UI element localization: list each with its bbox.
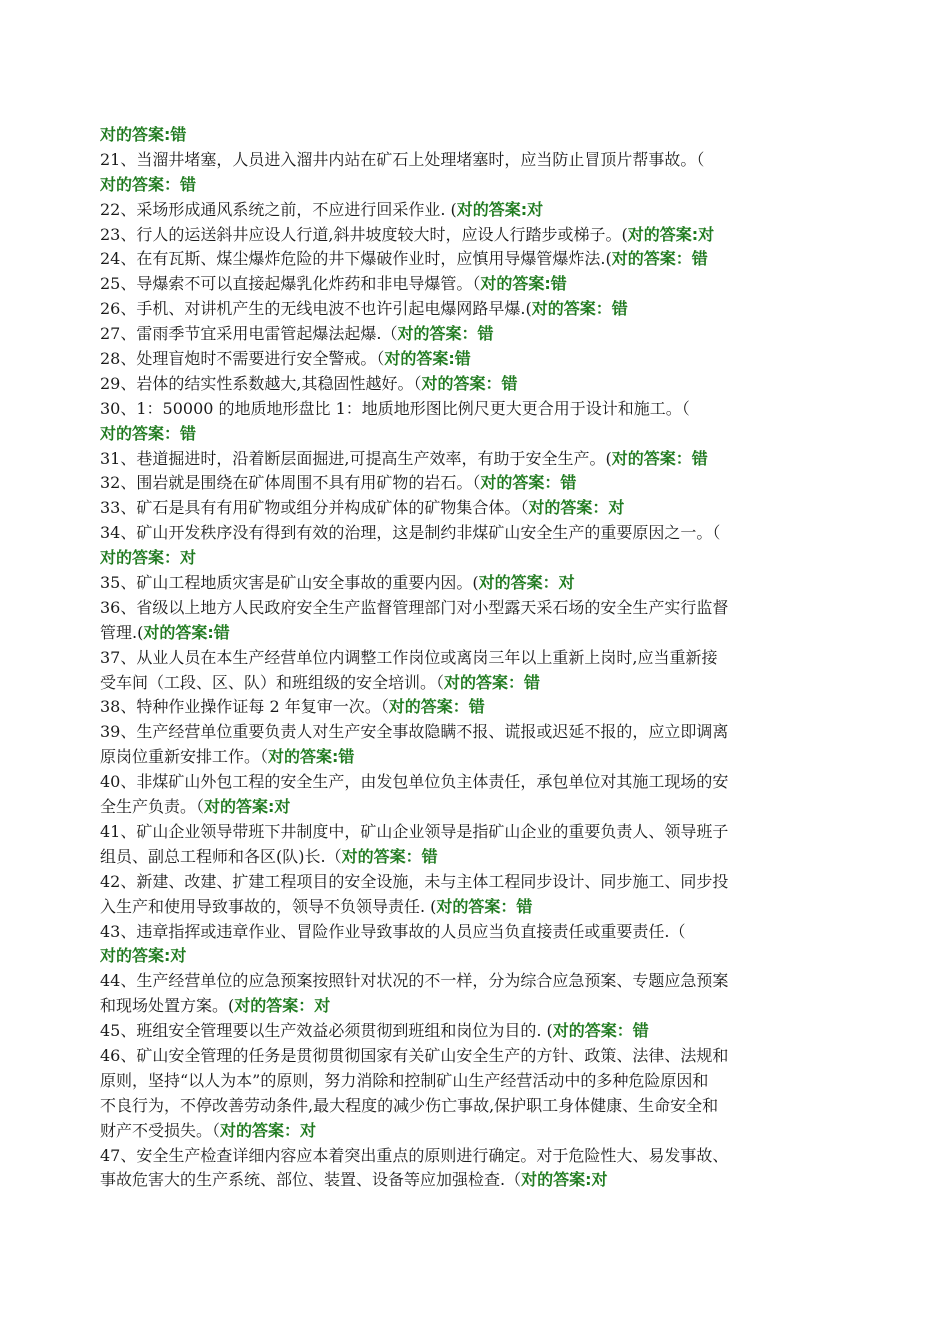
answer-label: 对的答案：错 [436, 896, 533, 916]
answer-label: 对的答案:对 [456, 199, 544, 219]
question-text: 39、生产经营单位重要负责人对生产安全事故隐瞒不报、谎报或迟延不报的，应立即调离 [100, 722, 729, 742]
text-line [100, 671, 850, 696]
document-page [100, 123, 850, 1193]
question-text: 42、新建、改建、扩建工程项目的安全设施，未与主体工程同步设计、同步施工、同步投 [100, 871, 729, 891]
question-text: 37、从业人员在本生产经营单位内调整工作岗位或离岗三年以上重新上岗时,应当重新接 [100, 647, 718, 667]
text-line [100, 820, 850, 845]
question-text: 不良行为，不停改善劳动条件,最大程度的减少伤亡事故,保护职工身体健康、生命安全和 [100, 1095, 719, 1115]
text-line [100, 471, 850, 496]
answer-label: 对的答案：错 [611, 448, 708, 468]
question-text: 原岗位重新安排工作。（ [100, 747, 269, 767]
answer-label: 对的答案：错 [388, 697, 485, 717]
question-text: 财产不受损失。（ [100, 1120, 221, 1140]
answer-label: 对的答案:对 [521, 1170, 608, 1190]
answer-label: 对的答案：错 [421, 373, 518, 393]
question-text: 47、安全生产检查详细内容应本着突出重点的原则进行确定。对于危险性大、易发事故、 [100, 1145, 729, 1165]
text-line [100, 322, 850, 347]
question-text: 受车间（工段、区、队）和班组级的安全培训。（ [100, 672, 445, 692]
text-line [100, 198, 850, 223]
answer-label: 对的答案:对 [204, 797, 291, 817]
question-text: 事故危害大的生产系统、部位、装置、设备等应加强检查.（ [100, 1170, 522, 1190]
text-line [100, 745, 850, 770]
text-line [100, 795, 850, 820]
text-line [100, 695, 850, 720]
question-text: 31、巷道掘进时，沿着断层面掘进,可提高生产效率，有助于安全生产。( [100, 448, 612, 468]
text-line [100, 920, 850, 945]
question-text: 28、处理盲炮时不需要进行安全警戒。（ [100, 349, 385, 369]
answer-label: 对的答案：对 [478, 573, 575, 593]
text-line [100, 1094, 850, 1119]
text-line [100, 546, 850, 571]
text-line [100, 297, 850, 322]
text-line [100, 447, 850, 472]
answer-label: 对的答案：错 [100, 423, 197, 443]
answer-label: 对的答案:错 [100, 125, 187, 144]
text-line [100, 521, 850, 546]
text-line [100, 870, 850, 895]
question-text: 25、导爆索不可以直接起爆乳化炸药和非电导爆管。（ [100, 274, 481, 294]
text-line [100, 895, 850, 920]
text-line [100, 720, 850, 745]
question-text: 26、手机、对讲机产生的无线电波不也许引起电爆网路早爆.( [100, 299, 532, 319]
question-text: 24、在有瓦斯、煤尘爆炸危险的井下爆破作业时，应慎用导爆管爆炸法.( [100, 249, 612, 269]
question-text: 40、非煤矿山外包工程的安全生产，由发包单位负主体责任，承包单位对其施工现场的安 [100, 772, 729, 792]
question-text: 43、违章指挥或违章作业、冒险作业导致事故的人员应当负直接责任或重要责任.（ [100, 921, 686, 941]
question-text: 35、矿山工程地质灾害是矿山安全事故的重要内因。( [100, 573, 479, 593]
answer-label: 对的答案：错 [480, 473, 577, 493]
question-text: 34、矿山开发秩序没有得到有效的治理，这是制约非煤矿山安全生产的重要原因之一。（ [100, 523, 721, 543]
question-text: 44、生产经营单位的应急预案按照针对状况的不一样，分为综合应急预案、专题应急预案 [100, 971, 729, 991]
answer-label: 对的答案:错 [480, 274, 567, 294]
answer-label: 对的答案:错 [143, 622, 230, 642]
question-text: 32、围岩就是围绕在矿体周围不具有用矿物的岩石。（ [100, 473, 481, 493]
text-line [100, 596, 850, 621]
question-text: 46、矿山安全管理的任务是贯彻贯彻国家有关矿山安全生产的方针、政策、法律、法规和 [100, 1045, 729, 1065]
text-line [100, 1168, 850, 1193]
text-line [100, 1069, 850, 1094]
answer-label: 对的答案:对 [627, 224, 715, 244]
question-text: 入生产和使用导致事故的，领导不负领导责任. ( [100, 896, 437, 916]
answer-label: 对的答案：错 [611, 249, 708, 269]
text-line [100, 247, 850, 272]
text-line [100, 347, 850, 372]
text-line [100, 397, 850, 422]
question-text: 38、特种作业操作证每 2 年复审一次。（ [100, 697, 389, 717]
text-line [100, 845, 850, 870]
text-line [100, 173, 850, 198]
text-line [100, 148, 850, 173]
answer-label: 对的答案：对 [100, 548, 197, 568]
answer-label: 对的答案:对 [100, 946, 187, 966]
text-line [100, 372, 850, 397]
answer-label: 对的答案：对 [528, 498, 625, 518]
answer-label: 对的答案：对 [220, 1120, 317, 1140]
question-text: 27、雷雨季节宜采用电雷管起爆法起爆.（ [100, 324, 398, 344]
question-text: 和现场处置方案。( [100, 996, 235, 1016]
text-line [100, 223, 850, 248]
question-text: 41、矿山企业领导带班下井制度中，矿山企业领导是指矿山企业的重要负责人、领导班子 [100, 821, 729, 841]
text-line [100, 646, 850, 671]
answer-label: 对的答案：错 [531, 299, 628, 319]
text-line [100, 1144, 850, 1169]
answer-label: 对的答案：错 [341, 846, 438, 866]
text-line [100, 1119, 850, 1144]
question-text: 管理.( [100, 622, 144, 642]
question-text: 组员、副总工程师和各区(队)长.（ [100, 846, 342, 866]
question-text: 22、采场形成通风系统之前，不应进行回采作业. ( [100, 199, 457, 219]
text-line [100, 571, 850, 596]
question-text: 23、行人的运送斜井应设人行道,斜井坡度较大时，应设人行踏步或梯子。( [100, 224, 628, 244]
answer-label: 对的答案：错 [397, 324, 494, 344]
text-line [100, 969, 850, 994]
text-line [100, 1044, 850, 1069]
question-text: 21、当溜井堵塞，人员进入溜井内站在矿石上处理堵塞时，应当防止冒顶片帮事故。（ [100, 149, 705, 169]
question-text: 原则，坚持“以人为本”的原则，努力消除和控制矿山生产经营活动中的多种危险原因和 [100, 1070, 709, 1090]
answer-label: 对的答案：错 [100, 174, 197, 194]
question-text: 全生产负责。（ [100, 797, 205, 817]
question-text: 29、岩体的结实性系数越大,其稳固性越好。（ [100, 373, 422, 393]
text-line [100, 496, 850, 521]
question-text: 45、班组安全管理要以生产效益必须贯彻到班组和岗位为目的. ( [100, 1021, 553, 1041]
text-line [100, 994, 850, 1019]
question-text: 30、1：50000 的地质地形盘比 1：地质地形图比例尺更大更合用于设计和施工。（ [100, 398, 690, 418]
answer-label: 对的答案：对 [234, 996, 331, 1016]
text-line [100, 123, 850, 148]
text-line [100, 621, 850, 646]
answer-label: 对的答案:错 [384, 349, 471, 369]
question-text: 33、矿石是具有有用矿物或组分并构成矿体的矿物集合体。（ [100, 498, 529, 518]
text-line [100, 1019, 850, 1044]
question-text: 36、省级以上地方人民政府安全生产监督管理部门对小型露天采石场的安全生产实行监督 [100, 597, 729, 617]
text-line [100, 272, 850, 297]
text-line [100, 422, 850, 447]
answer-label: 对的答案：错 [552, 1021, 649, 1041]
answer-label: 对的答案：错 [444, 672, 541, 692]
text-line [100, 770, 850, 795]
answer-label: 对的答案:错 [268, 747, 355, 767]
text-line [100, 944, 850, 969]
